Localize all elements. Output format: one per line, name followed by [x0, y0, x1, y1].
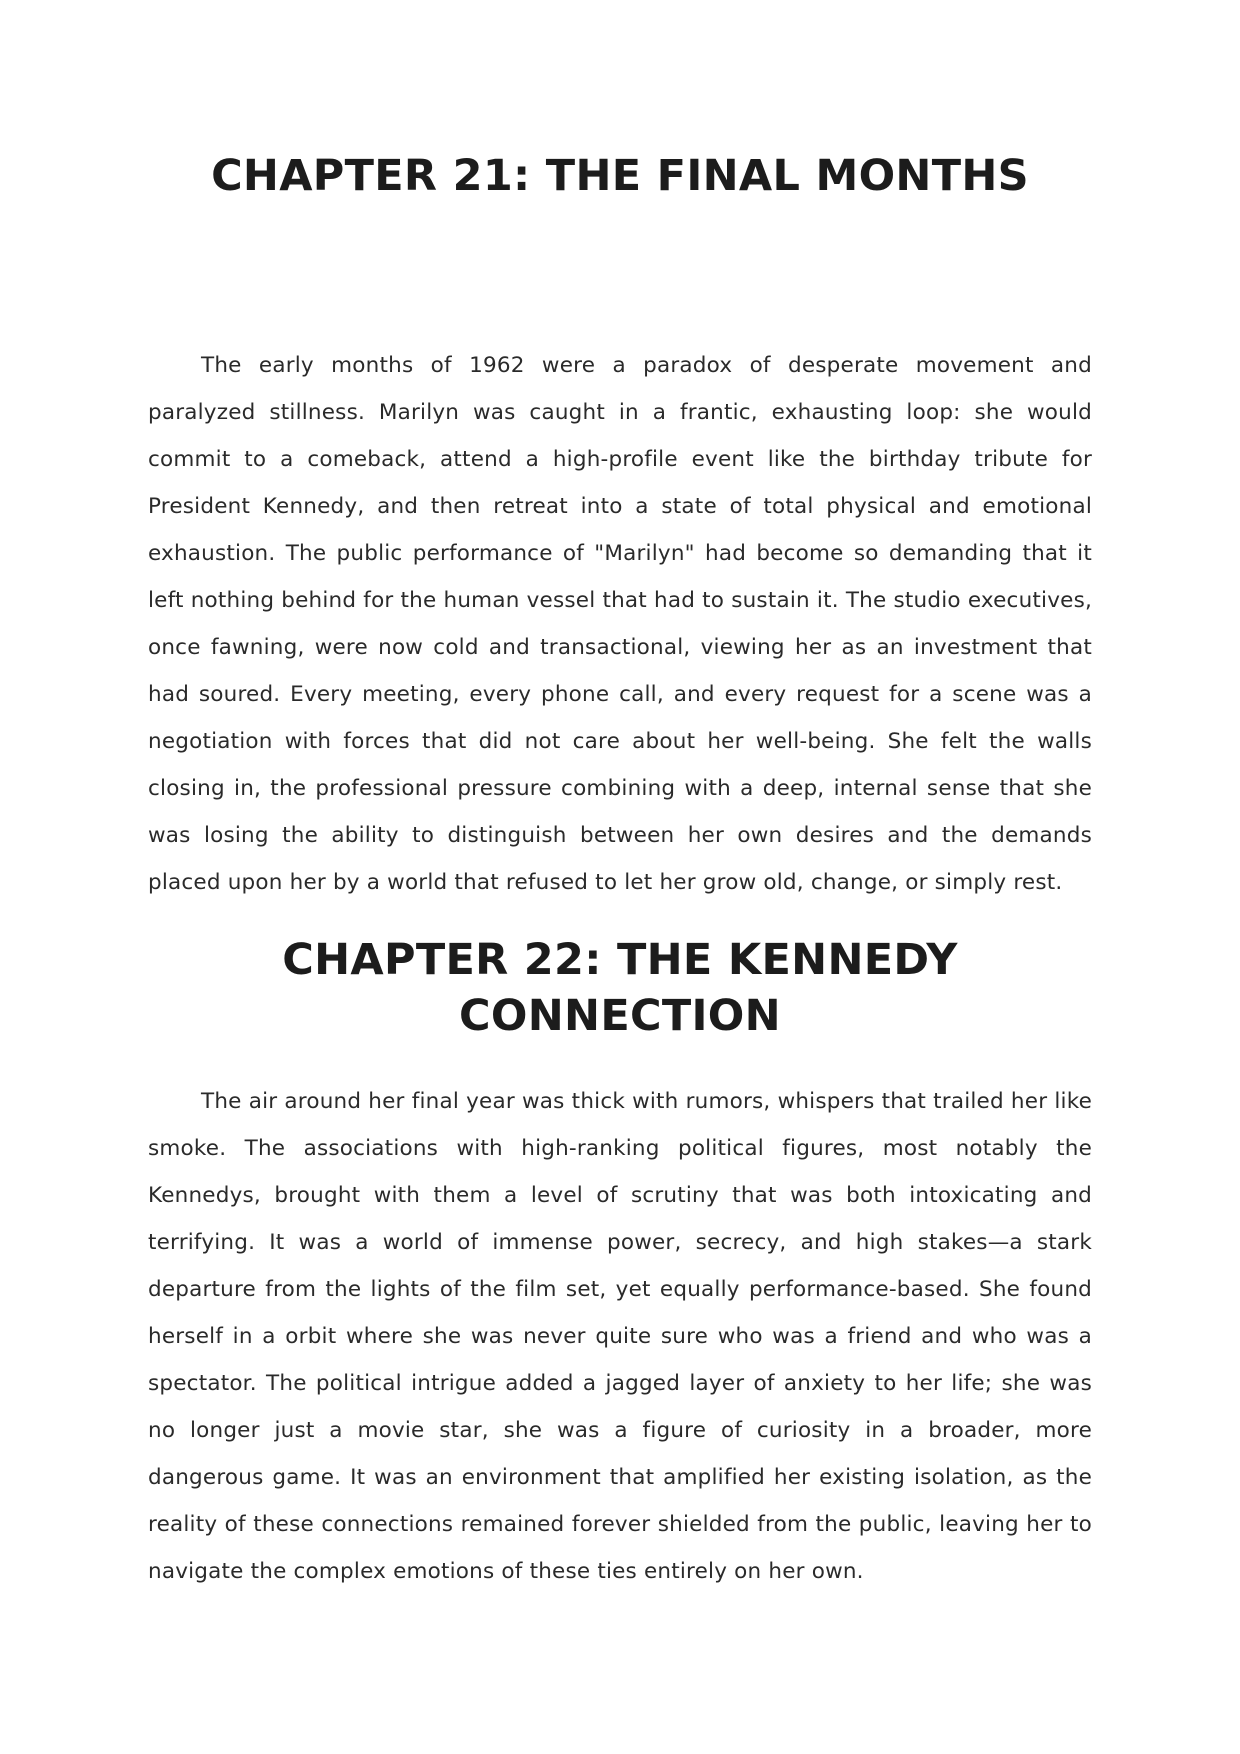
- chapter-22-title: CHAPTER 22: THE KENNEDY CONNECTION: [282, 935, 958, 1041]
- chapter-21-section: [148, 148, 1092, 906]
- chapter-22-body: The air around her final year was thick with rumors, whispers that trailed her like smoke. The associations with high-ranking political figures, most notably the Kennedys, brought with them a level of scrutiny that was both intoxicating and terrifying. It was a world of immense power, secrecy, and high stakes—a stark departure from the lights of the film set, yet equally performance-based. She found herself in a orbit where she was never quite sure who was a friend and who was a spectator. The political intrigue added a jagged layer of anxiety to her life; she was no longer just a movie star, she was a figure of curiosity in a broader, more dangerous game. It was an environment that amplified her existing isolation, as the reality of these connections remained forever shielded from the public, leaving her to navigate the complex emotions of these ties entirely on her own.: [148, 1089, 1092, 1584]
- chapter-21-title: CHAPTER 21: THE FINAL MONTHS: [211, 151, 1029, 201]
- chapter-21-body: The early months of 1962 were a paradox of desperate movement and paralyzed stillness. Marilyn was caught in a frantic, exhausting loop: she would commit to a comeback, attend a high-profile event like the birthday tribute for President Kennedy, and then retreat into a state of total physical and emotional exhaustion. The public performance of "Marilyn" had become so demanding that it left nothing behind for the human vessel that had to sustain it. The studio executives, once fawning, were now cold and transactional, viewing her as an investment that had soured. Every meeting, every phone call, and every request for a scene was a negotiation with forces that did not care about her well-being. She felt the walls closing in, the professional pressure combining with a deep, internal sense that she was losing the ability to distinguish between her own desires and the demands placed upon her by a world that refused to let her grow old, change, or simply rest.: [148, 353, 1092, 895]
- chapter-22-section: [148, 932, 1092, 1595]
